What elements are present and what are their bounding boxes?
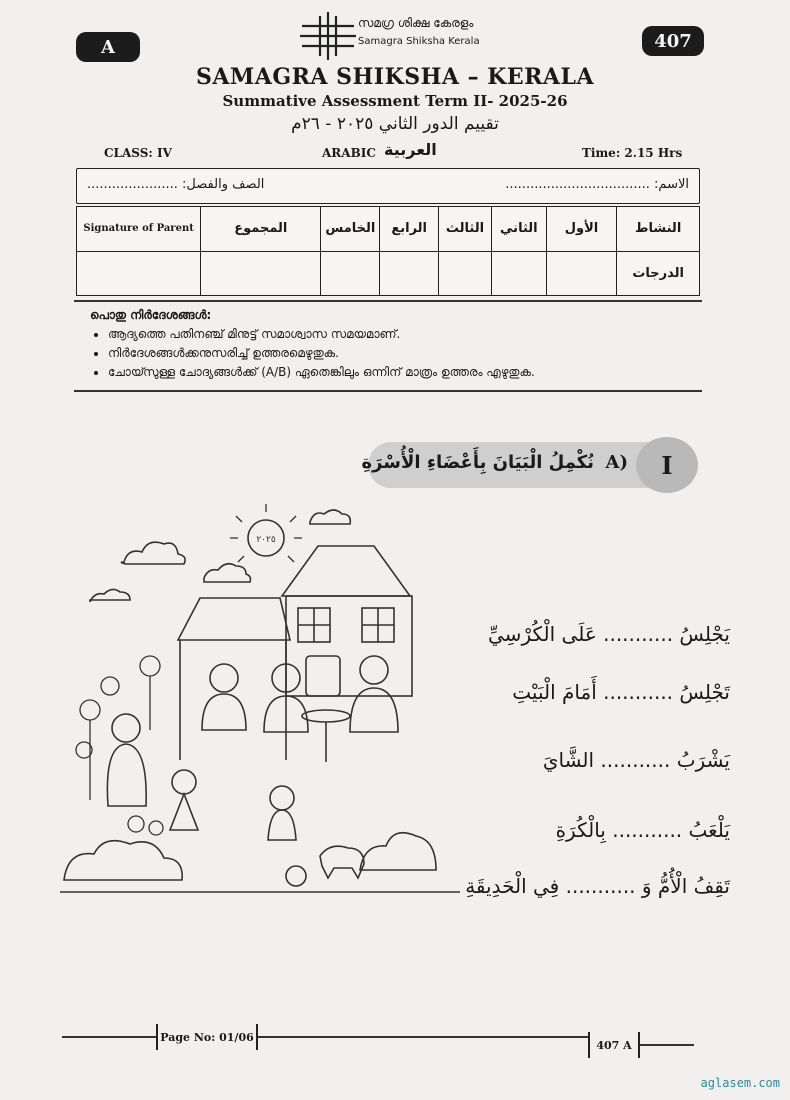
header-cell-activity: النشاط [617, 207, 700, 252]
instruction-item: • ആദ്യത്തെ പതിനഞ്ച് മിനുട്ട് സമാശ്വാസ സമയമാണ്. [108, 327, 535, 342]
table-icon [302, 710, 350, 722]
instructions-heading: പൊതു നിർദേശങ്ങൾ: [90, 308, 212, 322]
sentence-2: تَجْلِسُ ........... أَمَامَ الْبَيْتِ [512, 680, 730, 704]
divider-top [74, 300, 702, 302]
score-cell-first[interactable] [546, 251, 617, 296]
father-figure [360, 656, 388, 684]
dog-icon [320, 846, 364, 878]
arabic-exam-title: تقييم الدور الثاني ٢٠٢٥ - ٢٦م [291, 114, 499, 134]
grandfather-figure [210, 664, 238, 692]
house-icon [282, 546, 410, 596]
name-box [76, 168, 700, 204]
header-cell-fourth: الرابع [380, 207, 439, 252]
subject-arabic: العربية [384, 140, 437, 159]
sentence-3: يَشْرَبُ ........... الشَّايَ [542, 748, 730, 772]
name-field[interactable]: الاسم: ................................... [505, 177, 689, 192]
sentence-4: يَلْعَبُ ........... بِالْكُرَةِ [555, 818, 730, 842]
header-cell-second: الثاني [491, 207, 546, 252]
instruction-item: • നിർദേശങ്ങൾക്കനുസരിച്ച് ഉത്തരമെഴുതുക. [108, 346, 535, 361]
logo-text-malayalam: സമഗ്ര ശിക്ഷ കേരളം [358, 16, 474, 30]
page-number: Page No: 01/06 [156, 1024, 258, 1050]
logo-text-english: Samagra Shiksha Kerala [358, 36, 480, 47]
header-cell-first: الأول [546, 207, 617, 252]
marks-table [76, 206, 700, 296]
header-cell-signature: Signature of Parent [77, 207, 201, 252]
marks-header-row [77, 207, 700, 252]
header-cell-total: المجموع [201, 207, 321, 252]
score-cell-total[interactable] [201, 251, 321, 296]
sun-text: ٢٠٢٥ [256, 535, 276, 545]
header-cell-fifth: الخامس [321, 207, 380, 252]
code-badge: 407 [642, 26, 704, 56]
cloud-icon [204, 564, 251, 582]
question-number: I [636, 437, 698, 493]
footer-code: 407 A [588, 1032, 640, 1058]
score-cell-third[interactable] [439, 251, 492, 296]
mother-figure [112, 714, 140, 742]
class-field[interactable]: الصف والفصل: ...................... [87, 177, 265, 192]
sentence-1: يَجْلِسُ ........... عَلَى الْكُرْسِيِّ [488, 622, 730, 646]
exam-subtitle: Summative Assessment Term II- 2025-26 [222, 92, 568, 110]
girl-figure [172, 770, 196, 794]
ball-icon [286, 866, 306, 886]
class-label: CLASS: IV [104, 146, 172, 160]
watermark: aglasem.com [700, 1076, 780, 1090]
bush-icon [360, 833, 436, 870]
awning-icon [178, 598, 290, 640]
boy-figure [270, 786, 294, 810]
time-label: Time: 2.15 Hrs [582, 146, 683, 160]
samagra-logo [298, 10, 498, 62]
subject-label: ARABIC [322, 146, 376, 160]
question-instruction: نُكْمِلُ الْبَيَانَ بِأَعْضَاءِ الْأُسْرَةِ [361, 452, 594, 473]
cloud-icon [121, 542, 185, 564]
instruction-item: • ചോയ്സുള്ള ചോദ്യങ്ങൾക്ക് (A/B) ഏതെങ്കിലും ഒന്നിന് മാത്രം ഉത്തരം എഴുതുക. [108, 365, 535, 380]
set-badge: A [76, 32, 140, 62]
score-cell-signature[interactable] [77, 251, 201, 296]
instructions-list [90, 327, 535, 380]
exam-title: SAMAGRA SHIKSHA – KERALA [195, 64, 595, 90]
footer-line-left [62, 1036, 592, 1038]
cloud-icon [310, 510, 350, 524]
bush-icon [64, 841, 182, 880]
header-cell-third: الثالث [439, 207, 492, 252]
sentence-5: تَقِفُ الْأُمُّ وَ ........... فِي الْحَدِيقَةِ [465, 874, 730, 898]
marks-score-row [77, 251, 700, 296]
cloud-icon [90, 589, 130, 602]
score-cell-fifth[interactable] [321, 251, 380, 296]
score-cell-fourth[interactable] [380, 251, 439, 296]
general-instructions [90, 308, 535, 384]
question-part: A) [605, 452, 628, 473]
footer-line-right [634, 1044, 694, 1046]
score-row-label: الدرجات [617, 251, 700, 296]
score-cell-second[interactable] [491, 251, 546, 296]
family-garden-illustration [60, 500, 460, 900]
logo-icon [298, 10, 358, 62]
divider-instructions [74, 390, 702, 392]
